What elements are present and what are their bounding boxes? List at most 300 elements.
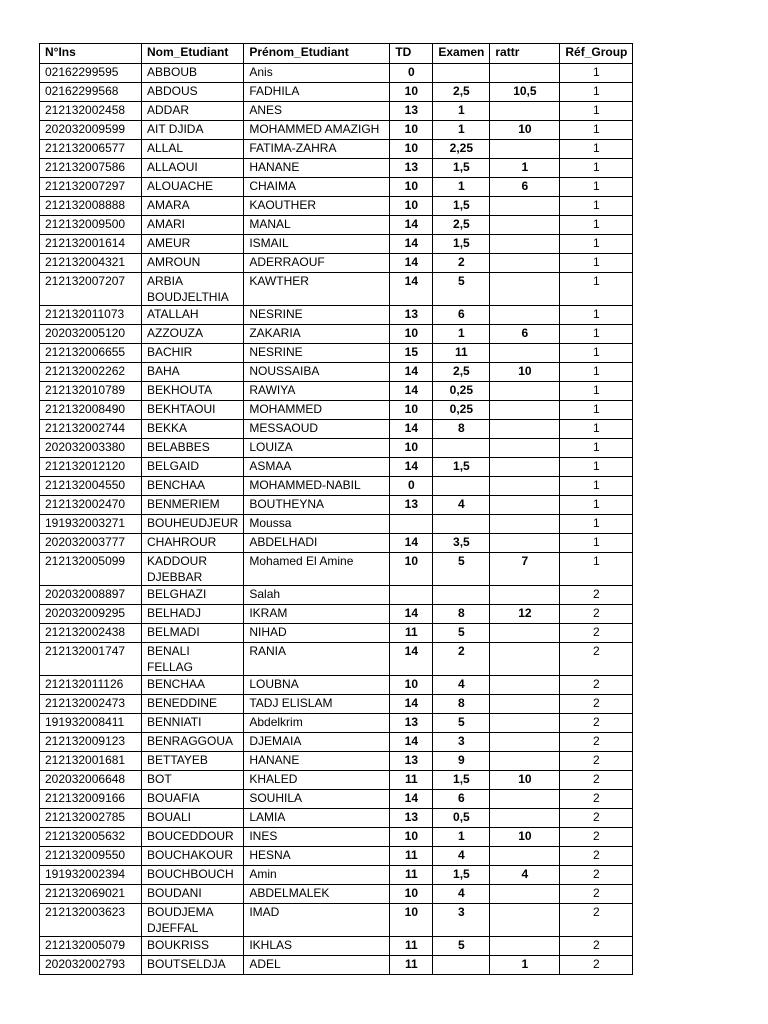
- cell-examen: 6: [433, 790, 490, 809]
- table-row: [40, 344, 633, 363]
- table-row: [40, 885, 633, 904]
- table-row: [40, 790, 633, 809]
- cell-prenom: ASMAA: [244, 458, 390, 477]
- cell-nom: BELGAID: [142, 458, 244, 477]
- cell-nom: BELABBES: [142, 439, 244, 458]
- cell-group: 1: [560, 273, 633, 306]
- cell-group: 1: [560, 363, 633, 382]
- header-nom-etudiant: Nom_Etudiant: [142, 44, 244, 64]
- cell-td: 11: [390, 866, 433, 885]
- cell-rattr: [490, 904, 560, 937]
- cell-td: 14: [390, 695, 433, 714]
- cell-rattr: [490, 477, 560, 496]
- cell-rattr: [490, 847, 560, 866]
- table-row: [40, 64, 633, 83]
- cell-n-ins: 212132011126: [40, 676, 142, 695]
- cell-prenom: MANAL: [244, 216, 390, 235]
- cell-rattr: 6: [490, 325, 560, 344]
- cell-prenom: HANANE: [244, 159, 390, 178]
- cell-td: 10: [390, 553, 433, 586]
- cell-td: 14: [390, 643, 433, 676]
- cell-examen: 1,5: [433, 771, 490, 790]
- cell-n-ins: 212132001681: [40, 752, 142, 771]
- cell-n-ins: 212132007207: [40, 273, 142, 306]
- cell-examen: [433, 956, 490, 975]
- cell-rattr: [490, 382, 560, 401]
- cell-rattr: [490, 496, 560, 515]
- cell-rattr: 4: [490, 866, 560, 885]
- cell-n-ins: 202032002793: [40, 956, 142, 975]
- table-row: [40, 956, 633, 975]
- table-row: [40, 496, 633, 515]
- cell-rattr: [490, 790, 560, 809]
- cell-nom: BELGHAZI: [142, 586, 244, 605]
- cell-nom: BOUTSELDJA: [142, 956, 244, 975]
- cell-prenom: ABDELHADI: [244, 534, 390, 553]
- cell-n-ins: 212132009550: [40, 847, 142, 866]
- cell-rattr: [490, 458, 560, 477]
- cell-rattr: 12: [490, 605, 560, 624]
- table-row: [40, 605, 633, 624]
- table-row: [40, 643, 633, 676]
- table-row: [40, 159, 633, 178]
- cell-prenom: BOUTHEYNA: [244, 496, 390, 515]
- cell-nom: KADDOUR DJEBBAR: [142, 553, 244, 586]
- cell-group: 1: [560, 382, 633, 401]
- cell-td: 13: [390, 496, 433, 515]
- cell-td: 14: [390, 216, 433, 235]
- table-row: [40, 809, 633, 828]
- cell-n-ins: 212132010789: [40, 382, 142, 401]
- cell-group: 1: [560, 401, 633, 420]
- cell-td: 11: [390, 771, 433, 790]
- cell-group: 2: [560, 605, 633, 624]
- cell-nom: BEKKA: [142, 420, 244, 439]
- cell-n-ins: 212132006577: [40, 140, 142, 159]
- cell-rattr: [490, 401, 560, 420]
- cell-group: 2: [560, 790, 633, 809]
- table-row: [40, 401, 633, 420]
- cell-examen: 1: [433, 178, 490, 197]
- table-row: [40, 254, 633, 273]
- cell-nom: BOUDANI: [142, 885, 244, 904]
- cell-n-ins: 212132002744: [40, 420, 142, 439]
- cell-examen: 2,5: [433, 83, 490, 102]
- cell-nom: AMARA: [142, 197, 244, 216]
- cell-examen: 4: [433, 676, 490, 695]
- cell-td: 10: [390, 904, 433, 937]
- table-row: [40, 306, 633, 325]
- cell-n-ins: 02162299595: [40, 64, 142, 83]
- cell-td: 14: [390, 382, 433, 401]
- cell-rattr: [490, 254, 560, 273]
- cell-group: 1: [560, 159, 633, 178]
- cell-group: 2: [560, 771, 633, 790]
- cell-nom: ATALLAH: [142, 306, 244, 325]
- table-row: [40, 216, 633, 235]
- table-row: [40, 140, 633, 159]
- cell-n-ins: 191932003271: [40, 515, 142, 534]
- cell-td: 10: [390, 83, 433, 102]
- cell-group: 1: [560, 420, 633, 439]
- cell-td: 10: [390, 197, 433, 216]
- cell-nom: AMEUR: [142, 235, 244, 254]
- cell-n-ins: 212132004550: [40, 477, 142, 496]
- cell-td: 11: [390, 937, 433, 956]
- cell-group: 1: [560, 553, 633, 586]
- cell-group: 1: [560, 344, 633, 363]
- cell-prenom: ZAKARIA: [244, 325, 390, 344]
- cell-group: 2: [560, 752, 633, 771]
- cell-group: 1: [560, 254, 633, 273]
- cell-group: 1: [560, 439, 633, 458]
- cell-nom: BENMERIEM: [142, 496, 244, 515]
- cell-prenom: RANIA: [244, 643, 390, 676]
- cell-group: 2: [560, 956, 633, 975]
- cell-rattr: [490, 937, 560, 956]
- cell-n-ins: 212132009123: [40, 733, 142, 752]
- cell-n-ins: 212132002262: [40, 363, 142, 382]
- cell-nom: AZZOUZA: [142, 325, 244, 344]
- table-row: [40, 83, 633, 102]
- header-rattr: rattr: [490, 44, 560, 64]
- cell-td: 0: [390, 64, 433, 83]
- cell-td: 13: [390, 102, 433, 121]
- cell-group: 2: [560, 714, 633, 733]
- cell-examen: 1,5: [433, 197, 490, 216]
- cell-examen: 2: [433, 643, 490, 676]
- cell-examen: 5: [433, 273, 490, 306]
- cell-n-ins: 202032003380: [40, 439, 142, 458]
- table-row: [40, 235, 633, 254]
- cell-n-ins: 212132008888: [40, 197, 142, 216]
- cell-td: 14: [390, 605, 433, 624]
- cell-nom: ALLAOUI: [142, 159, 244, 178]
- cell-td: 14: [390, 273, 433, 306]
- header-ref-group: Réf_Group: [560, 44, 633, 64]
- cell-examen: 4: [433, 847, 490, 866]
- cell-nom: AMROUN: [142, 254, 244, 273]
- cell-prenom: ANES: [244, 102, 390, 121]
- cell-examen: 1: [433, 121, 490, 140]
- table-row: [40, 847, 633, 866]
- cell-examen: 8: [433, 605, 490, 624]
- cell-examen: 8: [433, 695, 490, 714]
- cell-examen: 2: [433, 254, 490, 273]
- header-row: [40, 44, 633, 64]
- cell-n-ins: 212132004321: [40, 254, 142, 273]
- cell-n-ins: 212132005099: [40, 553, 142, 586]
- cell-n-ins: 212132007586: [40, 159, 142, 178]
- cell-td: 14: [390, 790, 433, 809]
- cell-td: 14: [390, 534, 433, 553]
- cell-examen: 5: [433, 624, 490, 643]
- cell-examen: 4: [433, 885, 490, 904]
- cell-rattr: 10,5: [490, 83, 560, 102]
- cell-nom: ADDAR: [142, 102, 244, 121]
- cell-prenom: MOHAMMED: [244, 401, 390, 420]
- cell-group: 1: [560, 515, 633, 534]
- cell-rattr: [490, 624, 560, 643]
- cell-prenom: NESRINE: [244, 306, 390, 325]
- cell-n-ins: 202032009295: [40, 605, 142, 624]
- cell-prenom: NOUSSAIBA: [244, 363, 390, 382]
- cell-nom: ABBOUB: [142, 64, 244, 83]
- table-row: [40, 586, 633, 605]
- cell-nom: ALOUACHE: [142, 178, 244, 197]
- cell-td: 13: [390, 159, 433, 178]
- student-grades-table: [39, 43, 633, 975]
- cell-prenom: Abdelkrim: [244, 714, 390, 733]
- cell-examen: 2,5: [433, 363, 490, 382]
- cell-nom: AIT DJIDA: [142, 121, 244, 140]
- cell-prenom: CHAIMA: [244, 178, 390, 197]
- cell-prenom: KAOUTHER: [244, 197, 390, 216]
- cell-examen: 3,5: [433, 534, 490, 553]
- cell-rattr: [490, 140, 560, 159]
- cell-rattr: 10: [490, 121, 560, 140]
- cell-examen: 3: [433, 733, 490, 752]
- cell-group: 2: [560, 866, 633, 885]
- cell-rattr: [490, 752, 560, 771]
- header-examen: Examen: [433, 44, 490, 64]
- cell-nom: BENNIATI: [142, 714, 244, 733]
- cell-td: 13: [390, 714, 433, 733]
- cell-nom: BENEDDINE: [142, 695, 244, 714]
- table-row: [40, 363, 633, 382]
- cell-nom: BOUHEUDJEUR: [142, 515, 244, 534]
- table-row: [40, 733, 633, 752]
- cell-n-ins: 212132002470: [40, 496, 142, 515]
- cell-td: 14: [390, 458, 433, 477]
- cell-prenom: KAWTHER: [244, 273, 390, 306]
- cell-rattr: [490, 439, 560, 458]
- table-row: [40, 178, 633, 197]
- cell-rattr: [490, 344, 560, 363]
- table-row: [40, 534, 633, 553]
- cell-rattr: [490, 102, 560, 121]
- table-row: [40, 515, 633, 534]
- cell-rattr: 1: [490, 159, 560, 178]
- cell-prenom: HANANE: [244, 752, 390, 771]
- cell-nom: ABDOUS: [142, 83, 244, 102]
- cell-n-ins: 202032008897: [40, 586, 142, 605]
- cell-examen: 5: [433, 553, 490, 586]
- cell-examen: 1,5: [433, 235, 490, 254]
- cell-examen: 6: [433, 306, 490, 325]
- cell-prenom: IMAD: [244, 904, 390, 937]
- cell-n-ins: 212132002473: [40, 695, 142, 714]
- cell-rattr: [490, 197, 560, 216]
- cell-n-ins: 212132001747: [40, 643, 142, 676]
- cell-nom: ALLAL: [142, 140, 244, 159]
- cell-td: 14: [390, 235, 433, 254]
- cell-prenom: INES: [244, 828, 390, 847]
- cell-group: 1: [560, 197, 633, 216]
- table-row: [40, 937, 633, 956]
- cell-group: 1: [560, 216, 633, 235]
- cell-nom: BOUCHBOUCH: [142, 866, 244, 885]
- table-row: [40, 382, 633, 401]
- cell-n-ins: 212132007297: [40, 178, 142, 197]
- cell-group: 2: [560, 937, 633, 956]
- cell-prenom: Moussa: [244, 515, 390, 534]
- cell-nom: BENALI FELLAG: [142, 643, 244, 676]
- cell-rattr: [490, 216, 560, 235]
- table-row: [40, 458, 633, 477]
- cell-examen: 1: [433, 325, 490, 344]
- cell-nom: BEKHTAOUI: [142, 401, 244, 420]
- cell-rattr: [490, 695, 560, 714]
- cell-td: 10: [390, 401, 433, 420]
- cell-examen: 8: [433, 420, 490, 439]
- table-row: [40, 553, 633, 586]
- table-row: [40, 477, 633, 496]
- cell-prenom: NESRINE: [244, 344, 390, 363]
- cell-prenom: ISMAIL: [244, 235, 390, 254]
- table-row: [40, 695, 633, 714]
- table-row: [40, 197, 633, 216]
- cell-td: 13: [390, 752, 433, 771]
- cell-prenom: Anis: [244, 64, 390, 83]
- header-td: TD: [390, 44, 433, 64]
- cell-prenom: Mohamed El Amine: [244, 553, 390, 586]
- cell-nom: BOUCEDDOUR: [142, 828, 244, 847]
- cell-rattr: 1: [490, 956, 560, 975]
- cell-prenom: MESSAOUD: [244, 420, 390, 439]
- cell-prenom: KHALED: [244, 771, 390, 790]
- cell-group: 1: [560, 477, 633, 496]
- cell-group: 1: [560, 325, 633, 344]
- cell-td: 14: [390, 254, 433, 273]
- cell-examen: 1,5: [433, 458, 490, 477]
- cell-prenom: LAMIA: [244, 809, 390, 828]
- table-row: [40, 828, 633, 847]
- cell-nom: BOT: [142, 771, 244, 790]
- cell-prenom: MOHAMMED-NABIL: [244, 477, 390, 496]
- cell-nom: BOUAFIA: [142, 790, 244, 809]
- table-row: [40, 102, 633, 121]
- cell-examen: 1: [433, 102, 490, 121]
- cell-n-ins: 212132009166: [40, 790, 142, 809]
- cell-group: 2: [560, 828, 633, 847]
- cell-nom: BACHIR: [142, 344, 244, 363]
- cell-prenom: DJEMAIA: [244, 733, 390, 752]
- cell-td: [390, 586, 433, 605]
- cell-group: 1: [560, 458, 633, 477]
- cell-group: 1: [560, 534, 633, 553]
- cell-examen: 9: [433, 752, 490, 771]
- cell-prenom: NIHAD: [244, 624, 390, 643]
- cell-nom: BENCHAA: [142, 676, 244, 695]
- cell-n-ins: 212132008490: [40, 401, 142, 420]
- cell-group: 2: [560, 904, 633, 937]
- cell-examen: 3: [433, 904, 490, 937]
- cell-n-ins: 202032005120: [40, 325, 142, 344]
- cell-n-ins: 202032003777: [40, 534, 142, 553]
- table-row: [40, 624, 633, 643]
- table-row: [40, 904, 633, 937]
- cell-prenom: SOUHILA: [244, 790, 390, 809]
- cell-rattr: [490, 515, 560, 534]
- cell-n-ins: 212132002458: [40, 102, 142, 121]
- cell-prenom: FADHILA: [244, 83, 390, 102]
- cell-n-ins: 212132002785: [40, 809, 142, 828]
- cell-n-ins: 191932008411: [40, 714, 142, 733]
- cell-td: 11: [390, 624, 433, 643]
- cell-prenom: Salah: [244, 586, 390, 605]
- cell-td: 11: [390, 847, 433, 866]
- cell-n-ins: 212132003623: [40, 904, 142, 937]
- cell-rattr: [490, 306, 560, 325]
- cell-rattr: 7: [490, 553, 560, 586]
- table-row: [40, 325, 633, 344]
- cell-group: 1: [560, 83, 633, 102]
- cell-td: 13: [390, 306, 433, 325]
- cell-group: 2: [560, 695, 633, 714]
- cell-td: 0: [390, 477, 433, 496]
- cell-examen: 0,25: [433, 382, 490, 401]
- cell-examen: 0,25: [433, 401, 490, 420]
- cell-nom: BETTAYEB: [142, 752, 244, 771]
- cell-td: 10: [390, 325, 433, 344]
- cell-examen: 4: [433, 496, 490, 515]
- cell-n-ins: 191932002394: [40, 866, 142, 885]
- cell-group: 2: [560, 643, 633, 676]
- cell-examen: [433, 477, 490, 496]
- cell-examen: [433, 439, 490, 458]
- cell-prenom: ADEL: [244, 956, 390, 975]
- table-row: [40, 273, 633, 306]
- table-row: [40, 752, 633, 771]
- cell-prenom: TADJ ELISLAM: [244, 695, 390, 714]
- table-row: [40, 121, 633, 140]
- cell-nom: BOUKRISS: [142, 937, 244, 956]
- cell-examen: 2,25: [433, 140, 490, 159]
- cell-td: 14: [390, 363, 433, 382]
- cell-examen: 1,5: [433, 866, 490, 885]
- cell-rattr: [490, 64, 560, 83]
- cell-examen: 0,5: [433, 809, 490, 828]
- cell-nom: AMARI: [142, 216, 244, 235]
- cell-td: 10: [390, 121, 433, 140]
- cell-examen: [433, 515, 490, 534]
- cell-group: 2: [560, 586, 633, 605]
- cell-group: 1: [560, 64, 633, 83]
- cell-rattr: 10: [490, 771, 560, 790]
- cell-examen: 5: [433, 714, 490, 733]
- table-row: [40, 439, 633, 458]
- cell-group: 2: [560, 733, 633, 752]
- cell-rattr: [490, 676, 560, 695]
- cell-nom: ARBIA BOUDJELTHIA: [142, 273, 244, 306]
- cell-examen: 1,5: [433, 159, 490, 178]
- cell-group: 1: [560, 140, 633, 159]
- cell-group: 2: [560, 847, 633, 866]
- cell-examen: 5: [433, 937, 490, 956]
- cell-prenom: MOHAMMED AMAZIGH: [244, 121, 390, 140]
- cell-rattr: [490, 643, 560, 676]
- cell-rattr: 10: [490, 828, 560, 847]
- cell-group: 2: [560, 809, 633, 828]
- cell-rattr: [490, 586, 560, 605]
- cell-n-ins: 212132006655: [40, 344, 142, 363]
- cell-group: 1: [560, 306, 633, 325]
- cell-nom: BOUCHAKOUR: [142, 847, 244, 866]
- cell-prenom: RAWIYA: [244, 382, 390, 401]
- cell-n-ins: 212132005079: [40, 937, 142, 956]
- cell-nom: CHAHROUR: [142, 534, 244, 553]
